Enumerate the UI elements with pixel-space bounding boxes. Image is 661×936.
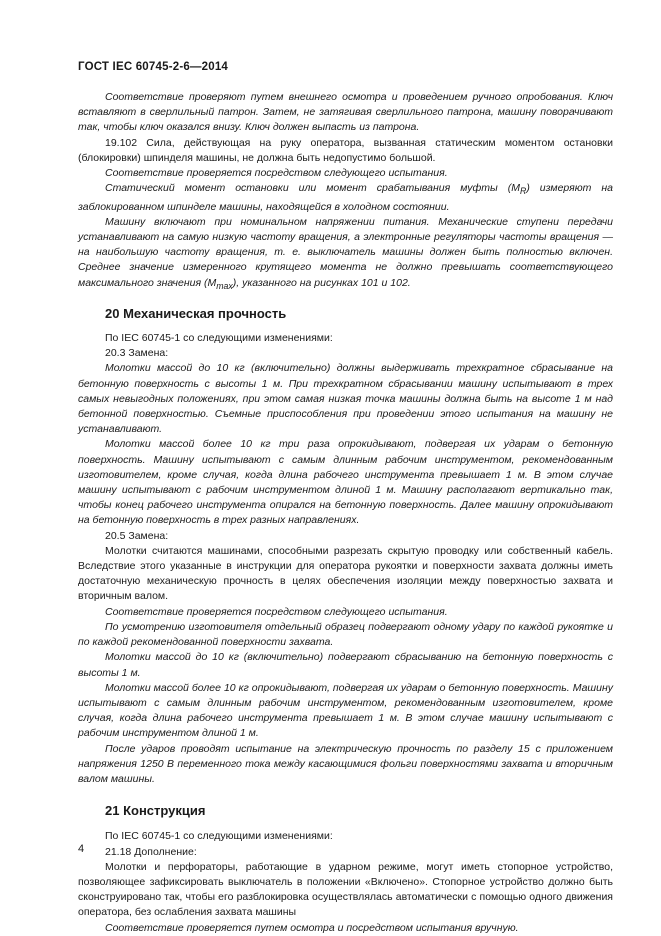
paragraph: Молотки массой более 10 кг опрокидывают, подвергая их ударам о бетонную поверхность. Машину испытывают с самым длинным рабочим инструментом, рекомендованным изготовителем, кроме случая, когда длина рабочего инструмента превышает 1 м. В этом случае машину испытывают с рабочим инструментом длиной 1 м. [78, 681, 613, 740]
paragraph: 21.18 Дополнение: [105, 845, 197, 858]
paragraph: Соответствие проверяют путем внешнего осмотра и проведением ручного опробования. Ключ вставляют в сверлильный патрон. Затем, не затягивая сверлильного патрона, машину поворачивают так, чтобы ключ оказался внизу. Ключ должен выпасть из патрона. [78, 91, 613, 134]
mr-subscript: R [520, 186, 527, 197]
paragraph: Молотки массой более 10 кг три раза опрокидывают, подвергая их ударам о бетонную поверхность. Машину испытывают с самым длинным рабочим инструментом, рекомендованным изготовителем, кроме случая, когда длина рабочего инструмента превышает 1 м. В этом случае машину испытывают с рабочим инструментом длиной 1 м. Машину располагают вертикально так, чтобы конец рабочего инструмента опирался на бетонную поверхность. Далее машину опрокидывают на бетонную поверхность в трех разных направлениях. [78, 438, 613, 527]
standard-header: ГОСТ IEC 60745-2-6—2014 [78, 61, 229, 73]
paragraph-mr [78, 181, 613, 215]
paragraph: Соответствие проверяется путем осмотра и посредством испытания вручную. [105, 921, 519, 934]
mmax-symbol: M [207, 276, 217, 289]
paragraph: Молотки и перфораторы, работающие в ударном режиме, могут иметь стопорное устройство, позволяющее зафиксировать выключатель в положении «Включено». Стопорное устройство должно быть сконструировано так, чтобы его разблокировка осуществлялась автоматически с помощью одного движения оператора, без ослабления захвата машины [78, 860, 613, 919]
paragraph: После ударов проводят испытание на электрическую прочность по разделу 15 с приложением напряжения 1250 В переменного тока между касающимися фольги поверхностями захвата и вторичным валом машины. [78, 742, 613, 785]
section-21-heading: 21 Конструкция [105, 803, 206, 819]
mr-suffix: ) измеряют на заблокированном шпинделе машины, находящейся в холодном состоянии. [78, 182, 613, 213]
paragraph: Соответствие проверяется посредством следующего испытания. [105, 605, 448, 618]
paragraph-mmax [78, 215, 613, 294]
paragraph: Молотки считаются машинами, способными разрезать скрытую проводку или собственный кабель. Вследствие этого указанные в инструкции для оператора рукоятки и поверхности захвата должны иметь достаточную механическую прочность в целях обеспечения изоляции между поверхностью захвата и вторичным валом. [78, 544, 613, 603]
mmax-suffix: ), указанного на рисунках 101 и 102. [232, 276, 411, 289]
paragraph: По усмотрению изготовителя отдельный образец подвергают одному удару по каждой рукоятке и по каждой рекомендованной поверхности захвата. [78, 620, 613, 649]
mmax-subscript: max [216, 280, 233, 291]
paragraph: 20.3 Замена: [105, 347, 169, 360]
section-20-heading: 20 Механическая прочность [105, 305, 287, 321]
mmax-prefix: Машину включают при номинальном напряжении питания. Механические ступени передачи устанавливают на самую низкую частоту вращения, а электронные регуляторы частоты вращения — на наибольшую частоту вращения, т. е. выключатель машины должен быть полностью включен. Среднее значение измеренного крутящего момента не должно превышать соответствующего максимального значения ( [78, 215, 613, 289]
paragraph: По IEC 60745-1 со следующими изменениями: [105, 332, 333, 345]
page-number: 4 [78, 843, 85, 855]
paragraph: Молотки массой до 10 кг (включительно) должны выдерживать трехкратное сбрасывание на бетонную поверхность с высоты 1 м. При трехкратном сбрасывании машину испытывают в трех самых невыгодных положениях, при этом самая низкая точка машины должна быть на высоте 1 м над бетонной поверхностью. Съемные приспособления при проведении этого испытания на машину не устанавливают. [78, 362, 613, 436]
mr-prefix: Статический момент остановки или момент срабатывания муфты ( [105, 182, 512, 195]
paragraph: 19.102 Сила, действующая на руку оператора, вызванная статическим моментом остановки (блокировки) шпинделя машины, не должна быть недопустимо большой. [78, 136, 613, 164]
mr-symbol: M [511, 182, 520, 195]
paragraph: Молотки массой до 10 кг (включительно) подвергают сбрасыванию на бетонную поверхность с высоты 1 м. [78, 651, 613, 679]
document-body [78, 90, 613, 936]
paragraph: По IEC 60745-1 со следующими изменениями: [105, 830, 333, 843]
paragraph: Соответствие проверяется посредством следующего испытания. [105, 167, 448, 180]
paragraph: 20.5 Замена: [105, 529, 169, 542]
